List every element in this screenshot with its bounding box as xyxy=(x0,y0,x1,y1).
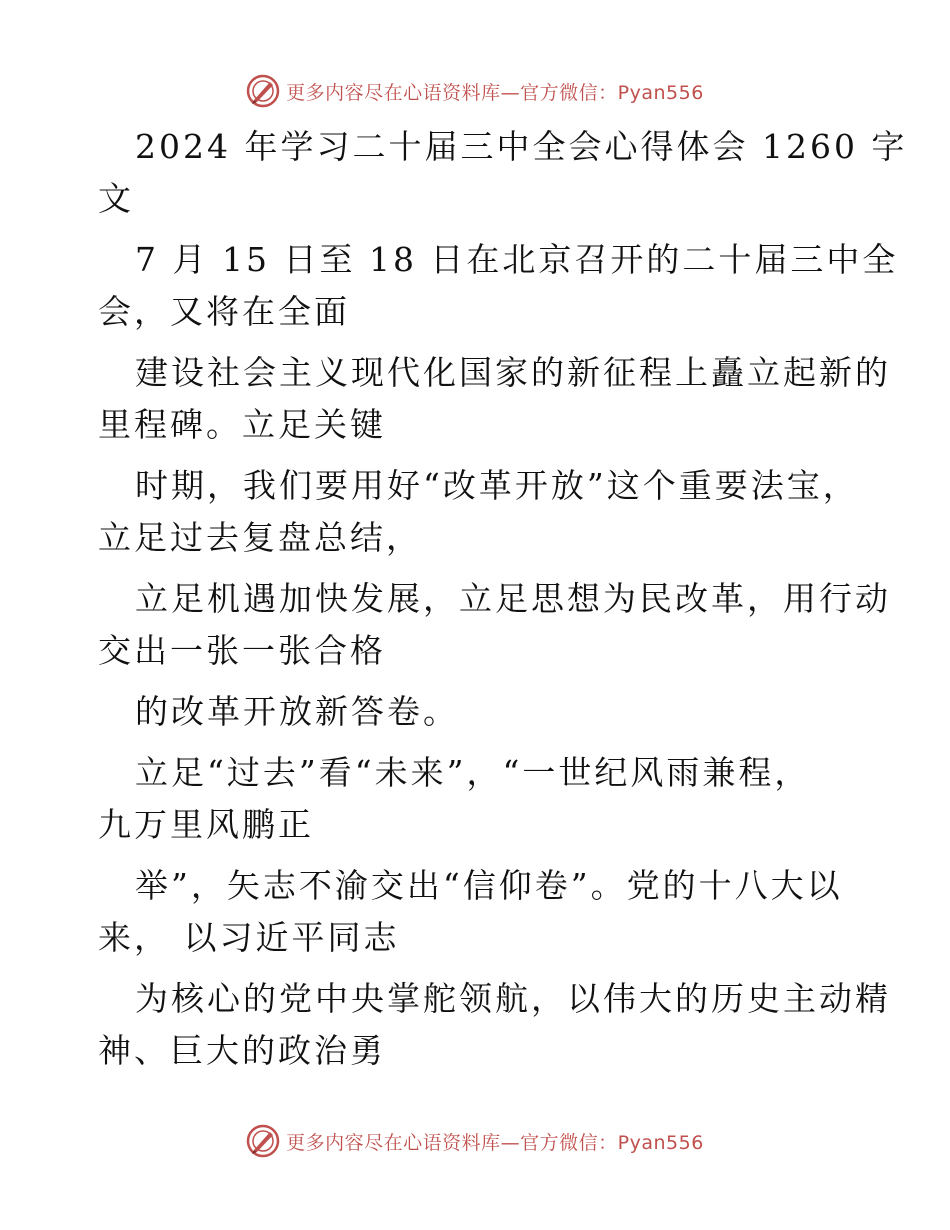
document-body xyxy=(98,121,908,1077)
paragraph-line: 来， 以习近平同志 xyxy=(98,918,400,957)
paragraph-line: 神、巨大的政治勇 xyxy=(98,1031,386,1070)
paragraph-line: 立足过去复盘总结， xyxy=(98,518,422,557)
footer-watermark-banner xyxy=(0,1121,950,1161)
paragraph-line: 立足“过去”看“未来”，“一世纪风雨兼程， xyxy=(135,753,811,792)
paragraph-line: 举”，矢志不渝交出“信仰卷”。党的十八大以 xyxy=(135,866,843,905)
header-watermark-banner xyxy=(0,71,950,111)
paragraph-line: 2024 年学习二十届三中全会心得体会 1260 字 xyxy=(135,127,908,166)
paragraph-line: 建设社会主义现代化国家的新征程上矗立起新的 xyxy=(135,353,891,392)
watermark-text: 更多内容尽在心语资料库—官方微信：Pyan556 xyxy=(286,81,704,104)
paragraph-line: 里程碑。立足关键 xyxy=(98,405,386,444)
quill-logo-icon xyxy=(246,74,280,108)
paragraph-line: 7 月 15 日至 18 日在北京召开的二十届三中全 xyxy=(135,240,899,279)
paragraph-line: 立足机遇加快发展，立足思想为民改革，用行动 xyxy=(135,579,891,618)
quill-logo-icon xyxy=(246,1124,280,1158)
paragraph-line: 九万里风鹏正 xyxy=(98,805,314,844)
paragraph-line: 会，又将在全面 xyxy=(98,292,350,331)
paragraph-line: 文 xyxy=(98,179,134,218)
paragraph-line: 交出一张一张合格 xyxy=(98,631,386,670)
watermark-text: 更多内容尽在心语资料库—官方微信：Pyan556 xyxy=(286,1131,704,1154)
paragraph-line: 为核心的党中央掌舵领航，以伟大的历史主动精 xyxy=(135,979,891,1018)
paragraph-line: 的改革开放新答卷。 xyxy=(135,692,459,731)
paragraph-line: 时期，我们要用好“改革开放”这个重要法宝， xyxy=(135,466,859,505)
